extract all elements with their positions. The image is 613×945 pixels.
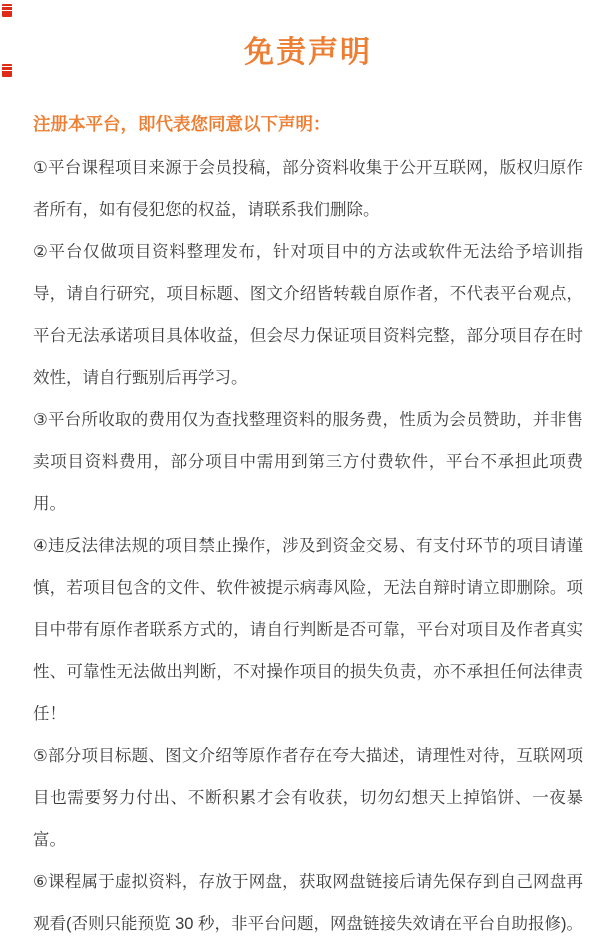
disclaimer-paragraph-2: ②平台仅做项目资料整理发布，针对项目中的方法或软件无法给予培训指导，请自行研究，项目标题、图文介绍皆转载自原作者，不代表平台观点，平台无法承诺项目具体收益，但会尽力保证项目资料完整，部分项目存在时效性，请自行甄别后再学习。	[33, 243, 583, 387]
disclaimer-paragraph-5: ⑤部分项目标题、图文介绍等原作者存在夸大描述，请理性对待，互联网项目也需要努力付出、不断积累才会有收获，切勿幻想天上掉馅饼、一夜暴富。	[33, 747, 583, 849]
red-mark-icon	[2, 64, 12, 77]
disclaimer-body	[33, 147, 583, 945]
disclaimer-paragraph-3: ③平台所收取的费用仅为查找整理资料的服务费，性质为会员赞助，并非售卖项目资料费用，部分项目中需用到第三方付费软件，平台不承担此项费用。	[33, 411, 583, 513]
disclaimer-paragraph-6: ⑥课程属于虚拟资料，存放于网盘，获取网盘链接后请先保存到自己网盘再观看(否则只能预览 30 秒，非平台问题，网盘链接失效请在平台自助报修)。	[33, 873, 584, 933]
disclaimer-paragraph-1: ①平台课程项目来源于会员投稿，部分资料收集于公开互联网，版权归原作者所有，如有侵犯您的权益，请联系我们删除。	[33, 159, 583, 219]
agreement-lead-text: 注册本平台，即代表您同意以下声明：	[33, 114, 331, 134]
red-mark-icon	[2, 4, 12, 17]
disclaimer-paragraph-4: ④违反法律法规的项目禁止操作，涉及到资金交易、有支付环节的项目请谨慎，若项目包含的文件、软件被提示病毒风险，无法自辩时请立即删除。项目中带有原作者联系方式的，请自行判断是否可靠，平台对项目及作者真实性、可靠性无法做出判断，不对操作项目的损失负责，亦不承担任何法律责任！	[33, 537, 583, 723]
page-title: 免责声明	[244, 36, 372, 69]
